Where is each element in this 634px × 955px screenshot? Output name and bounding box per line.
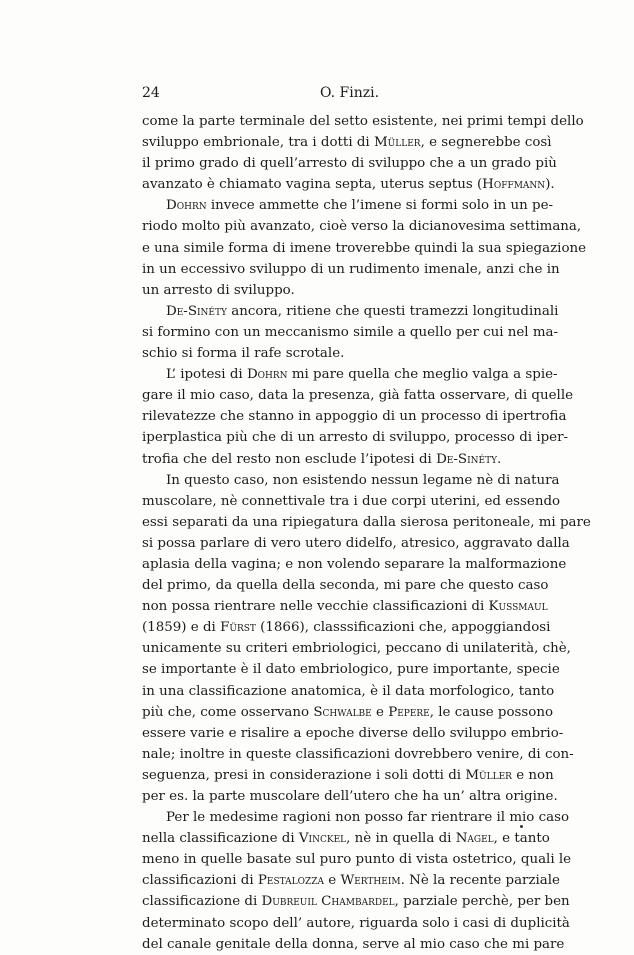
text-line	[142, 491, 561, 512]
author-name: Nagel	[455, 831, 494, 847]
author-name: Pepere	[388, 704, 430, 720]
text-run: , e tanto	[493, 831, 550, 847]
text-line	[142, 702, 554, 723]
text-run: unicamente su criteri embriologici, peccano di unilaterità, chè,	[142, 641, 571, 657]
text-run: Per le medesime ragioni non posso far rientrare il mio caso	[166, 810, 570, 826]
text-run: In questo caso, non esistendo nessun legame nè di natura	[166, 472, 560, 488]
text-line	[142, 343, 542, 364]
text-line	[142, 259, 560, 280]
text-line	[142, 913, 570, 934]
text-run: se importante è il dato embriologico, pure importante, specie	[142, 662, 560, 678]
author-name: Wertheim	[340, 873, 401, 889]
text-line	[142, 575, 549, 596]
text-run: e una simile forma di imene troverebbe quindi la sua spiegazione	[142, 240, 587, 256]
text-line	[142, 681, 555, 702]
author-name: De-Sinéty	[436, 451, 498, 467]
author-name: Müller	[465, 767, 512, 783]
ink-speck	[520, 825, 523, 828]
text-line	[142, 322, 559, 343]
author-name: Kussmaul	[488, 599, 548, 615]
author-name: Pestalozza	[257, 873, 325, 889]
author-name: Dohrn	[166, 198, 207, 214]
text-run: si formino con un meccanismo simile a quello per cui nel ma-	[142, 324, 559, 340]
body-text	[142, 111, 591, 955]
text-run: e	[324, 873, 341, 889]
text-run: come la parte terminale del setto esistente, nei primi tempi dello	[142, 114, 584, 129]
text-run: nella classificazione di	[142, 831, 299, 847]
author-name: Fürst	[220, 620, 256, 636]
text-run: più che, come osservano	[142, 704, 314, 720]
text-run: classificazioni di	[142, 873, 258, 889]
text-line	[142, 427, 569, 448]
text-line	[142, 406, 567, 427]
author-name: Vinckel	[298, 831, 347, 847]
text-run: in una classificazione anatomica, è il data morfologico, tanto	[142, 683, 555, 699]
text-run: nale; inoltre in queste classificazioni dovrebbero venire, di con-	[142, 746, 574, 762]
text-line	[142, 828, 550, 849]
page-number: 24	[142, 85, 160, 101]
text-run: classificazione di	[142, 894, 262, 910]
text-line	[142, 744, 574, 765]
text-line	[142, 554, 567, 575]
text-line	[142, 617, 551, 638]
text-line	[142, 849, 572, 870]
text-line	[142, 638, 571, 659]
text-run: (1859) e di	[142, 620, 221, 636]
text-line	[142, 807, 570, 828]
text-line	[142, 301, 559, 322]
text-run: avanzato è chiamato vagina septa, uterus septus (	[142, 177, 483, 193]
text-run: in un eccessivo sviluppo di un rudimento imenale, anzi che in	[142, 261, 560, 277]
author-name: Dohrn	[246, 367, 288, 383]
text-run: sviluppo embrionale, tra i dotti di	[142, 135, 374, 151]
text-run: (1866), classsificazioni che, appoggiandosi	[255, 620, 551, 636]
text-line	[142, 659, 560, 680]
text-run: invece ammette che l’imene si formi solo in un pe-	[206, 198, 554, 214]
text-line	[142, 470, 560, 491]
text-line	[142, 238, 587, 259]
text-line	[142, 111, 584, 132]
text-run: del canale genitale della donna, serve al mio caso che mi pare	[142, 936, 565, 952]
text-line	[142, 934, 565, 955]
text-run: mi pare quella che meglio valga a spie-	[287, 367, 558, 383]
text-line	[142, 280, 542, 301]
text-run: iperplastica più che di un arresto di sviluppo, processo di iper-	[142, 430, 569, 446]
text-line	[142, 385, 574, 406]
text-line	[142, 533, 570, 554]
text-run: , le cause possono	[429, 704, 554, 720]
text-run: e	[371, 704, 389, 720]
text-run: il primo grado di quell’arresto di sviluppo che a un grado più	[142, 156, 557, 172]
text-run: essi separati da una ripiegatura dalla sierosa peritoneale, mi pare	[142, 514, 591, 530]
author-name: De-Sinéty	[166, 303, 227, 319]
text-line	[142, 216, 582, 237]
text-line	[142, 596, 548, 617]
text-run: gare il mio caso, data la presenza, già fatta osservare, di quelle	[142, 388, 574, 404]
text-run: un arresto di sviluppo.	[142, 282, 295, 298]
text-run: del primo, da quella della seconda, mi pare che questo caso	[142, 578, 549, 594]
author-name: Schwalbe	[313, 704, 372, 720]
text-run: seguenza, presi in considerazione i soli dotti di	[142, 767, 466, 783]
text-line	[142, 195, 554, 216]
text-run: , e segnerebbe così	[420, 135, 552, 151]
text-run: determinato scopo dell’ autore, riguarda solo i casi di duplicità	[142, 915, 570, 931]
text-line	[142, 512, 591, 533]
text-run: per es. la parte muscolare dell’utero che ha un’ altra origine.	[142, 789, 558, 804]
text-run: essere varie e risalire a epoche diverse dello sviluppo embrio-	[142, 725, 564, 741]
text-line	[142, 174, 555, 195]
text-run: .	[497, 451, 502, 467]
text-run: schio si forma il rafe scrotale.	[142, 346, 345, 362]
text-line	[142, 786, 558, 807]
text-line	[142, 891, 570, 912]
text-line	[142, 449, 542, 470]
text-run: muscolare, nè connettivale tra i due corpi uterini, ed essendo	[142, 493, 561, 509]
text-run: riodo molto più avanzato, cioè verso la dicianovesima settimana,	[142, 219, 582, 235]
author-name: Müller	[373, 135, 421, 151]
text-line	[142, 765, 554, 786]
text-run: , nè in quella di	[346, 831, 456, 847]
text-line	[142, 723, 564, 744]
text-run: e non	[511, 767, 554, 783]
text-run: aplasia della vagina; e non volendo separare la malformazione	[142, 556, 567, 572]
text-run: , parziale perchè, per ben	[394, 894, 570, 910]
text-line	[142, 870, 560, 891]
author-name: Dubreuil Chambardel	[261, 894, 395, 910]
text-run: trofia che del resto non esclude l’ipotesi di	[142, 451, 437, 467]
text-run: ).	[545, 177, 555, 193]
text-run: ancora, ritiene che questi tramezzi longitudinali	[226, 303, 559, 319]
running-title: O. Finzi.	[320, 85, 380, 101]
text-line	[142, 153, 557, 174]
author-name: Hoffmann	[482, 177, 546, 193]
text-run: si possa parlare di vero utero didelfo, atresico, aggravato dalla	[142, 535, 570, 551]
text-run: L’ ipotesi di	[166, 367, 247, 383]
text-run: rilevatezze che stanno in appoggio di un processo di ipertrofia	[142, 409, 567, 425]
text-line	[142, 364, 558, 385]
text-run: . Nè la recente parziale	[400, 873, 560, 889]
text-line	[142, 132, 552, 153]
text-run: meno in quelle basate sul puro punto di vista ostetrico, quali le	[142, 852, 572, 868]
text-run: non possa rientrare nelle vecchie classificazioni di	[142, 599, 489, 615]
